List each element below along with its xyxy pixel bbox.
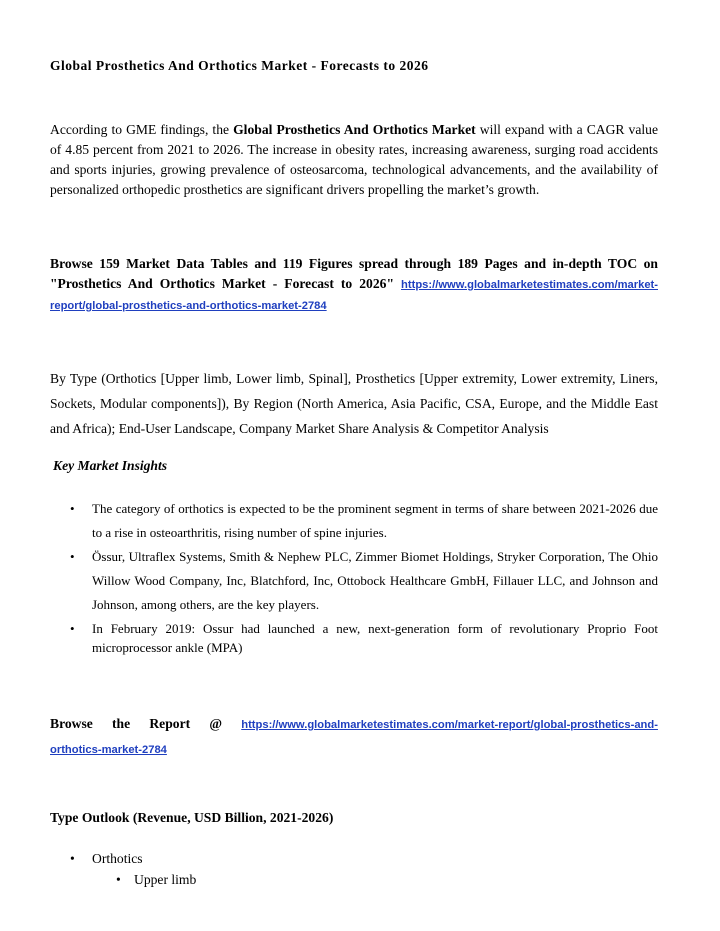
browse-report-link[interactable]: https://www.globalmarketestimates.com/market-report/global-prosthetics-and- bbox=[241, 719, 658, 731]
list-item-text: Upper limb bbox=[134, 872, 197, 887]
list-item-text: Orthotics bbox=[92, 851, 143, 866]
intro-paragraph bbox=[50, 120, 658, 200]
browse-word: Browse bbox=[50, 716, 93, 731]
market-name-bold: Global Prosthetics And Orthotics Market bbox=[233, 122, 476, 137]
type-outlook-heading: Type Outlook (Revenue, USD Billion, 2021-2026) bbox=[50, 810, 334, 825]
insights-list bbox=[50, 497, 658, 657]
type-outlook-list bbox=[50, 848, 196, 890]
list-item-text: In February 2019: Ossur had launched a new, next-generation form of revolutionary Proprio Foot microprocessor ankle (MPA) bbox=[92, 621, 658, 655]
report-word: Report bbox=[149, 716, 191, 731]
bullet-icon: • bbox=[70, 621, 75, 636]
segments-paragraph: By Type (Orthotics [Upper limb, Lower limb, Spinal], Prosthetics [Upper extremity, Lower extremity, Liners, Sockets, Modular components]), By Region (North America, Asia Pacific, CSA, Europe, and the Middle East and Africa); End-User Landscape, Company Market Share Analysis & Competitor Analysis bbox=[50, 371, 658, 436]
report-link[interactable]: https://www.globalmarketestimates.com/market-report/global-prosthetics-and-orthotics-market-2784 bbox=[50, 279, 658, 312]
bullet-icon: • bbox=[70, 549, 75, 564]
bullet-icon: • bbox=[70, 501, 75, 516]
list-item bbox=[50, 869, 196, 890]
list-item bbox=[50, 545, 658, 617]
bullet-icon: • bbox=[116, 872, 121, 887]
browse-report-paragraph bbox=[50, 712, 658, 762]
intro-text-rest: will expand with a CAGR value of 4.85 percent from 2021 to 2026. The increase in obesity rates, increasing awareness, surging road accidents and sports injuries, growing prevalence of osteosarcoma, technological advancements, and the availability of personalized orthopedic prosthetics are significant drivers propelling the market’s growth. bbox=[50, 122, 658, 197]
bullet-icon: • bbox=[70, 851, 75, 866]
browse-toc-text: Browse 159 Market Data Tables and 119 Figures spread through 189 Pages and in-depth TOC on "Prosthetics And Orthotics Market - Forecast to 2026" bbox=[50, 256, 658, 291]
intro-text-start: According to GME findings, the bbox=[50, 122, 234, 137]
list-item-text: Össur, Ultraflex Systems, Smith & Nephew PLC, Zimmer Biomet Holdings, Stryker Corporation, The Ohio Willow Wood Company, Inc, Blatchford, Inc, Ottobock Healthcare GmbH, Fillauer LLC, and Johnson and Johnson, among others, are the key players. bbox=[92, 549, 658, 612]
the-word: the bbox=[112, 716, 131, 731]
browse-report-line-2 bbox=[50, 737, 658, 762]
list-item-text: The category of orthotics is expected to be the prominent segment in terms of share between 2021-2026 due to a rise in osteoarthritis, rising number of spine injuries. bbox=[92, 501, 658, 540]
browse-report-line bbox=[50, 712, 658, 737]
document-title: Global Prosthetics And Orthotics Market - Forecasts to 2026 bbox=[50, 58, 429, 73]
list-item bbox=[50, 497, 658, 545]
list-item bbox=[50, 619, 658, 657]
browse-toc-paragraph bbox=[50, 254, 658, 316]
browse-report-link-end[interactable]: orthotics-market-2784 bbox=[50, 744, 167, 756]
list-item bbox=[50, 848, 196, 869]
key-insights-heading: Key Market Insights bbox=[53, 458, 168, 473]
at-sign: @ bbox=[209, 716, 223, 731]
